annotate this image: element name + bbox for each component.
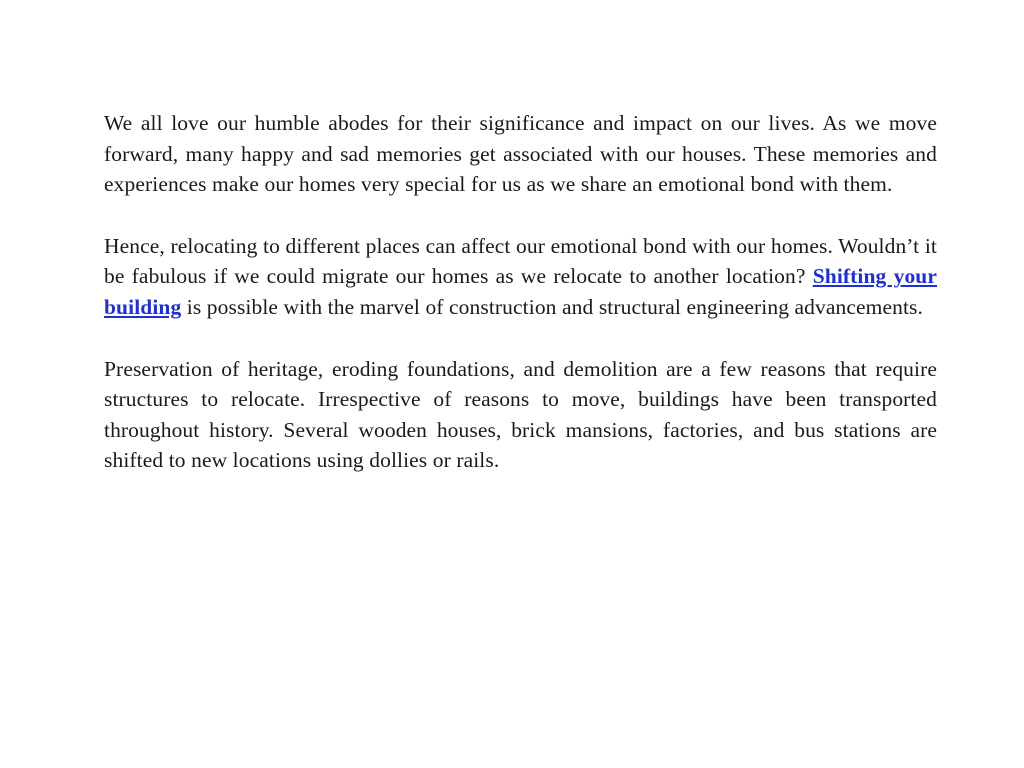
paragraph-2-tail: is possible with the marvel of construction and structural engineering advancements. [181, 294, 923, 319]
paragraph-2 [104, 231, 937, 323]
paragraph-2-lead: Hence, relocating to different places can affect our emotional bond with our homes. Wouldn’t it be fabulous if we could migrate our homes as we relocate to another location? [104, 233, 937, 289]
body-text [104, 108, 937, 507]
paragraph-1: We all love our humble abodes for their significance and impact on our lives. As we move forward, many happy and sad memories get associated with our houses. These memories and experiences make our homes very special for us as we share an emotional bond with them. [104, 111, 937, 197]
shifting-building-link[interactable]: Shifting your building [104, 264, 937, 319]
paragraph-3: Preservation of heritage, eroding foundations, and demolition are a few reasons that require structures to relocate. Irrespective of reasons to move, buildings have been transported throughout history. Several wooden houses, brick mansions, factories, and bus stations are shifted to new locations using dollies or rails. [104, 356, 937, 473]
